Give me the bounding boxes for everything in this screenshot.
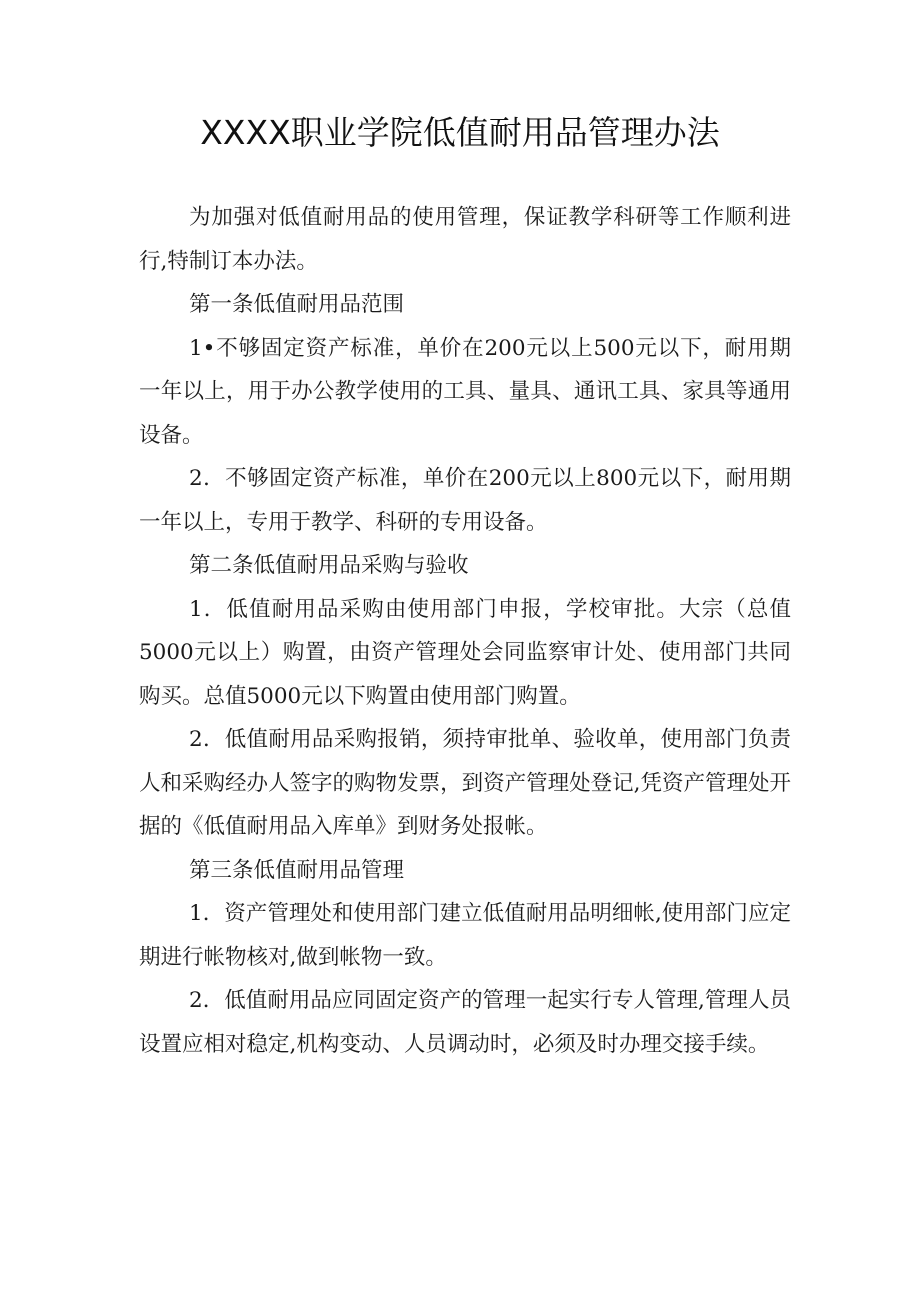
document-title: XXXX职业学院低值耐用品管理办法 <box>200 113 720 152</box>
document-body <box>139 196 791 1066</box>
intro-paragraph: 为加强对低值耐用品的使用管理，保证教学科研等工作顺利进行,特制订本办法。 <box>139 205 791 274</box>
article-1-item-1: 1•不够固定资产标准，单价在200元以上500元以下，耐用期一年以上，用于办公教学使用的工具、量具、通讯工具、家具等通用设备。 <box>139 335 791 448</box>
article-1-heading: 第一条低值耐用品范围 <box>189 292 405 317</box>
article-3-heading: 第三条低值耐用品管理 <box>189 857 405 883</box>
article-3-item-1: 1．资产管理处和使用部门建立低值耐用品明细帐,使用部门应定期进行帐物核对,做到帐物一致。 <box>139 901 791 970</box>
article-2-item-2: 2．低值耐用品采购报销，须持审批单、验收单，使用部门负责人和采购经办人签字的购物发票，到资产管理处登记,凭资产管理处开据的《低值耐用品入库单》到财务处报帐。 <box>139 727 791 839</box>
article-1-item-2: 2．不够固定资产标准，单价在200元以上800元以下，耐用期一年以上，专用于教学、科研的专用设备。 <box>139 466 791 535</box>
article-2-heading: 第二条低值耐用品采购与验收 <box>189 553 469 578</box>
article-2-item-1: 1．低值耐用品采购由使用部门申报，学校审批。大宗（总值5000元以上）购置，由资产管理处会同监察审计处、使用部门共同购买。总值5000元以下购置由使用部门购置。 <box>139 596 791 709</box>
article-3-item-2: 2．低值耐用品应同固定资产的管理一起实行专人管理,管理人员设置应相对稳定,机构变动、人员调动时，必须及时办理交接手续。 <box>139 988 791 1057</box>
